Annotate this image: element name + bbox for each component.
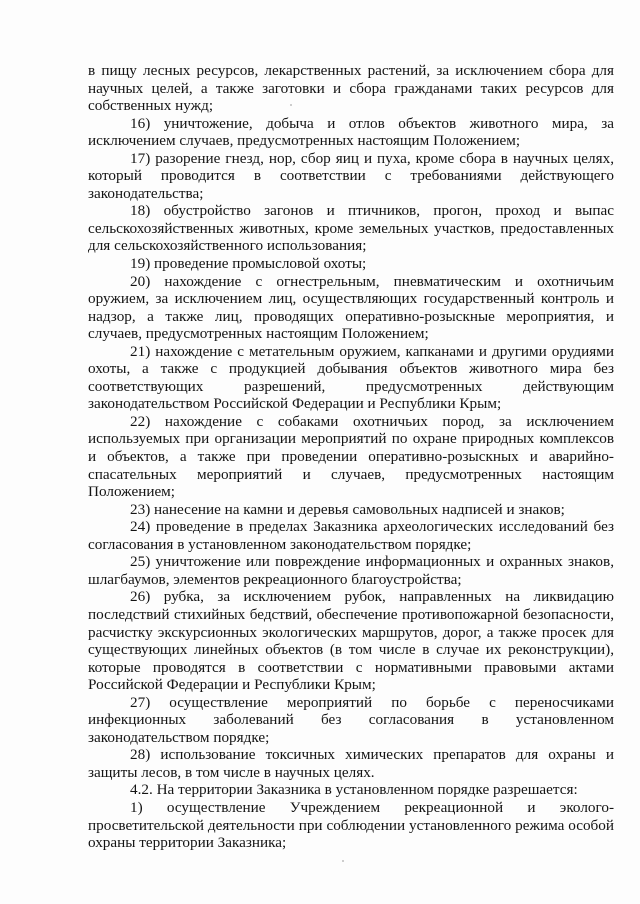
list-item-27: 27) осуществление мероприятий по борьбе с переносчиками инфекционных заболеваний без согласования в установленном законодательством порядке; [88, 693, 614, 746]
list-item-16: 16) уничтожение, добыча и отлов объектов животного мира, за исключением случаев, предусмотренных настоящим Положением; [88, 114, 614, 150]
list-item-25: 25) уничтожение или повреждение информационных и охранных знаков, шлагбаумов, элементов рекреационного благоустройства; [88, 553, 614, 588]
list-item-21: 21) нахождение с метательным оружием, капканами и другими орудиями охоты, а также с продукцией добывания объектов животного мира без соответствующих разрешений, предусмотренных действующим законодательством Российской Федерации и Республики Крым; [88, 342, 614, 413]
list-item-28: 28) использование токсичных химических препаратов для охраны и защиты лесов, в том числе в научных целях. [88, 746, 614, 781]
allowed-item-1: 1) осуществление Учреждением рекреационной и эколого-просветительской деятельности при соблюдении установленного режима особой охраны территории Заказника; [88, 798, 614, 852]
document-body [88, 62, 614, 852]
list-item-22: 22) нахождение с собаками охотничьих пород, за исключением используемых при организации мероприятий по охране природных комплексов и объектов, а также при проведении оперативно-розыскных и аварийно-спасательных мероприятий и случаев, предусмотренных настоящим Положением; [88, 412, 614, 501]
list-item-24: 24) проведение в пределах Заказника археологических исследований без согласования в установленном законодательством порядке; [88, 518, 614, 553]
list-item-17: 17) разорение гнезд, нор, сбор яиц и пуха, кроме сбора в научных целях, который проводится в соответствии с требованиями действующего законодательства; [88, 149, 614, 202]
list-item-18: 18) обустройство загонов и птичников, прогон, проход и выпас сельскохозяйственных животных, кроме земельных участков, предоставленных для сельскохозяйственного использования; [88, 202, 614, 255]
list-item-23: 23) нанесение на камни и деревья самовольных надписей и знаков; [130, 500, 565, 518]
scan-speck [342, 860, 344, 862]
section-heading-4-2: 4.2. На территории Заказника в установленном порядке разрешается: [130, 781, 578, 799]
paragraph-continuation: в пищу лесных ресурсов, лекарственных растений, за исключением сбора для научных целей, а также заготовки и сбора гражданами таких ресурсов для собственных нужд; [88, 62, 614, 115]
list-item-26: 26) рубка, за исключением рубок, направленных на ликвидацию последствий стихийных бедствий, обеспечение противопожарной безопасности, расчистку экскурсионных экологических маршрутов, дорог, а также просек для существующих линейных объектов (в том числе в случае их реконструкции), которые проводятся в соответствии с нормативными правовыми актами Российской Федерации и Республики Крым; [88, 588, 614, 694]
list-item-20: 20) нахождение с огнестрельным, пневматическим и охотничьим оружием, за исключением лиц, осуществляющих государственный контроль и надзор, а также лиц, проводящих оперативно-розыскные мероприятия, и случаев, предусмотренных настоящим Положением; [88, 272, 614, 343]
list-item-19: 19) проведение промысловой охоты; [130, 255, 367, 273]
